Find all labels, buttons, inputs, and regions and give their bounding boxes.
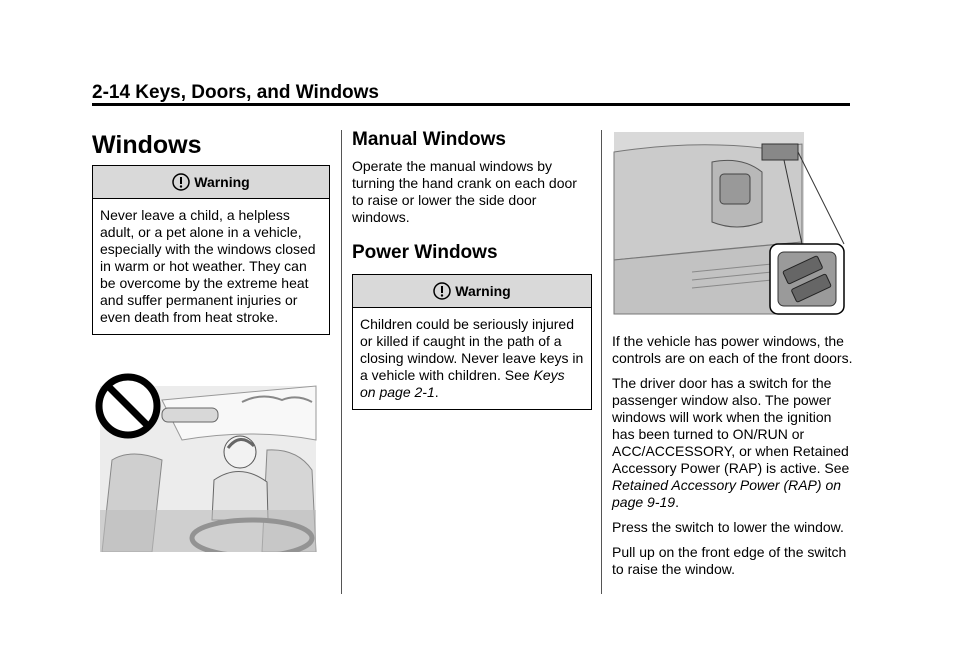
power-windows-text-1: If the vehicle has power windows, the controls are on each of the front doors.	[612, 333, 853, 366]
power-windows-text-4: Pull up on the front edge of the switch to raise the window.	[612, 544, 847, 577]
warning-box	[352, 274, 592, 410]
cross-reference-link[interactable]: Retained Accessory Power (RAP) on page 9-19	[612, 477, 842, 510]
header-rule	[92, 103, 850, 106]
warning-icon	[172, 173, 190, 191]
section-title-power-windows: Power Windows	[352, 242, 498, 263]
warning-icon	[433, 282, 451, 300]
power-windows-text-3: Press the switch to lower the window.	[612, 519, 844, 535]
warning-label: Warning	[194, 174, 250, 190]
warning-header	[353, 275, 591, 308]
manual-windows-text: Operate the manual windows by turning the hand crank on each door to raise or lower the side door windows.	[352, 158, 577, 225]
column-2	[352, 124, 592, 410]
warning-text: Never leave a child, a helpless adult, or a pet alone in a vehicle, especially with the windows closed in warm or hot weather. They can be overcome by the extreme heat and suffer permanent injuries or even death from heat stroke.	[100, 207, 316, 325]
column-divider	[341, 130, 342, 594]
column-divider	[601, 130, 602, 594]
column-1	[92, 124, 330, 335]
power-window-switch-illustration	[612, 132, 848, 318]
warning-label: Warning	[455, 283, 511, 299]
column-3	[612, 333, 857, 578]
warning-box	[92, 165, 330, 335]
page-header	[92, 82, 850, 104]
section-title-manual-windows: Manual Windows	[352, 129, 506, 150]
section-title-windows: Windows	[92, 131, 202, 159]
header-title: 2-14 Keys, Doors, and Windows	[92, 82, 380, 103]
warning-header	[93, 166, 329, 199]
power-windows-text-2: The driver door has a switch for the passenger window also. The power windows will work when the ignition has been turned to ON/RUN or ACC/ACCESSORY, or when Retained Accessory Power (RAP) is active. See Retained Accessory Power (RAP) on page 9-19.	[612, 375, 850, 510]
warning-text: Children could be seriously injured or killed if caught in the path of a closing window. Never leave keys in a vehicle with children. See Keys on page 2-1.	[360, 316, 584, 400]
cross-reference-link[interactable]: Keys on page 2-1	[360, 367, 565, 400]
child-in-car-prohibited-illustration	[92, 370, 318, 552]
